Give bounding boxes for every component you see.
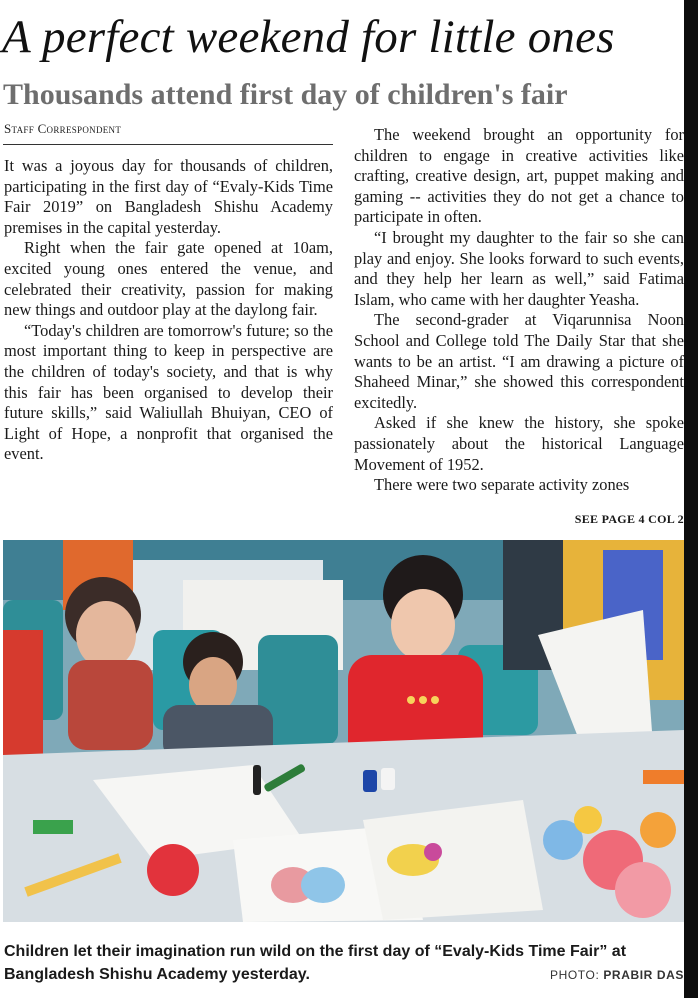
paragraph: Right when the fair gate opened at 10am, excited young ones entered the venue, and celebrated their creativity, passion for making new things and outdoor play at the daylong fair. bbox=[4, 238, 333, 320]
subheadline: Thousands attend first day of children's fair bbox=[3, 78, 568, 111]
news-photo bbox=[3, 540, 684, 922]
paragraph: The second-grader at Viqarunnisa Noon School and College told The Daily Star that she wants to be an artist. “I am drawing a picture of Shaheed Minar,” she showed this correspondent excitedly. bbox=[354, 310, 684, 412]
photo-credit-name: PRABIR DAS bbox=[603, 968, 684, 982]
paragraph: There were two separate activity zones bbox=[374, 475, 630, 495]
page-edge-strip bbox=[684, 0, 698, 998]
photo-credit-prefix: PHOTO: bbox=[550, 968, 604, 982]
paragraph: “I brought my daughter to the fair so she can play and enjoy. She looks forward to such events, and they help her learn as well,” said Fatima Islam, who came with her daughter Yeasha. bbox=[354, 227, 684, 309]
jump-line: SEE PAGE 4 COL 2 bbox=[574, 512, 684, 526]
paragraph: “Today's children are tomorrow's future; so the most important thing to keep in perspective are the children of today's society, and that is why this fair has been organised to develop their future skills,” said Waliullah Bhuiyan, CEO of Light of Hope, a nonprofit that organised the event. bbox=[4, 320, 333, 464]
paragraph: The weekend brought an opportunity for children to engage in creative activities like crafting, creative design, art, puppet making and gaming -- activities they do not get a chance to participate in often. bbox=[354, 125, 684, 227]
byline: Staff Correspondent bbox=[4, 121, 122, 136]
article-column-left bbox=[4, 156, 333, 465]
paragraph: Asked if she knew the history, she spoke passionately about the historical Language Movement of 1952. bbox=[354, 413, 684, 474]
photo-credit bbox=[530, 968, 684, 982]
paragraph: It was a joyous day for thousands of children, participating in the first day of “Evaly-Kids Time Fair 2019” on Bangladesh Shishu Academy premises in the capital yesterday. bbox=[4, 156, 333, 237]
photo-caption: Children let their imagination run wild on the first day of “Evaly-Kids Time Fair” at Bangladesh Shishu Academy yesterday. bbox=[4, 943, 627, 983]
byline-rule bbox=[3, 144, 333, 145]
article-column-right bbox=[354, 125, 684, 496]
headline: A perfect weekend for little ones bbox=[2, 11, 615, 63]
